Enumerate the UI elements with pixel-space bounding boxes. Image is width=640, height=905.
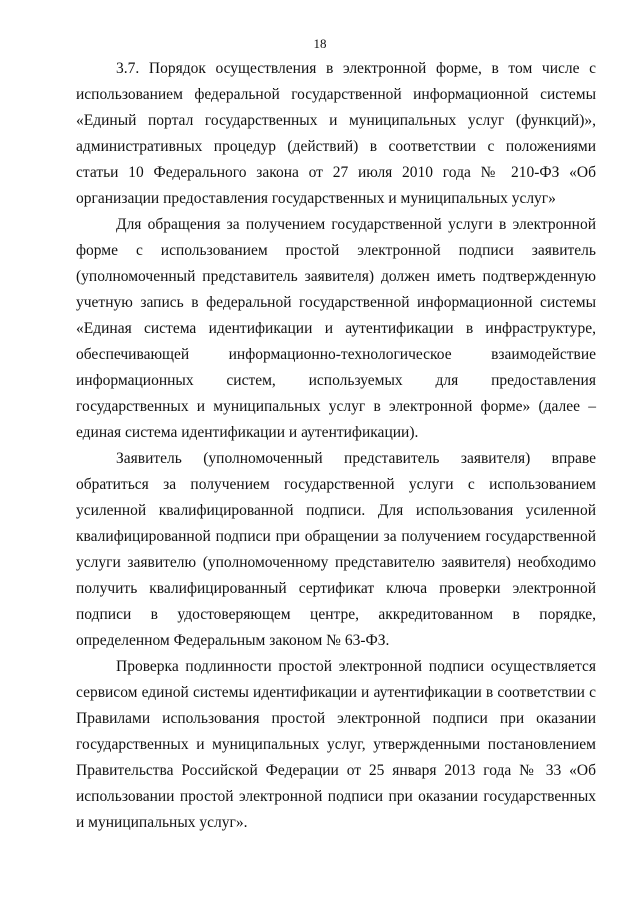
document-body (76, 56, 596, 836)
paragraph-section-3-7: 3.7. Порядок осуществления в электронной форме, в том числе с использованием федеральной государственной информационной системы «Единый портал государственных и муниципальных услуг (функций)», административных процедур (действий) в соответствии с положениями статьи 10 Федерального закона от 27 июля 2010 года № 210-ФЗ «Об организации предоставления государственных и муниципальных услуг» (76, 60, 596, 207)
paragraph-signature-verification: Проверка подлинности простой электронной подписи осуществляется сервисом единой системы идентификации и аутентификации в соответствии с Правилами использования простой электронной подписи при оказании государственных и муниципальных услуг, утвержденными постановлением Правительства Российской Федерации от 25 января 2013 года № 33 «Об использовании простой электронной подписи при оказании государственных и муниципальных услуг». (76, 658, 596, 831)
paragraph-qualified-signature: Заявитель (уполномоченный представитель заявителя) вправе обратиться за получением государственной услуги с использованием усиленной квалифицированной подписи. Для использования усиленной квалифицированной подписи при обращении за получением государственной услуги заявителю (уполномоченному представителю заявителя) необходимо получить квалифицированный сертификат ключа проверки электронной подписи в удостоверяющем центре, аккредитованном в порядке, определенном Федеральным законом № 63-ФЗ. (76, 450, 596, 649)
page-number: 18 (313, 36, 327, 51)
paragraph-simple-signature-access: Для обращения за получением государственной услуги в электронной форме с использованием простой электронной подписи заявитель (уполномоченный представитель заявителя) должен иметь подтвержденную учетную запись в федеральной государственной информационной системы «Единая система идентификации и аутентификации в инфраструктуре, обеспечивающей информационно-технологическое взаимодействие информационных систем, используемых для предоставления государственных и муниципальных услуг в электронной форме» (далее – единая система идентификации и аутентификации). (76, 216, 596, 441)
